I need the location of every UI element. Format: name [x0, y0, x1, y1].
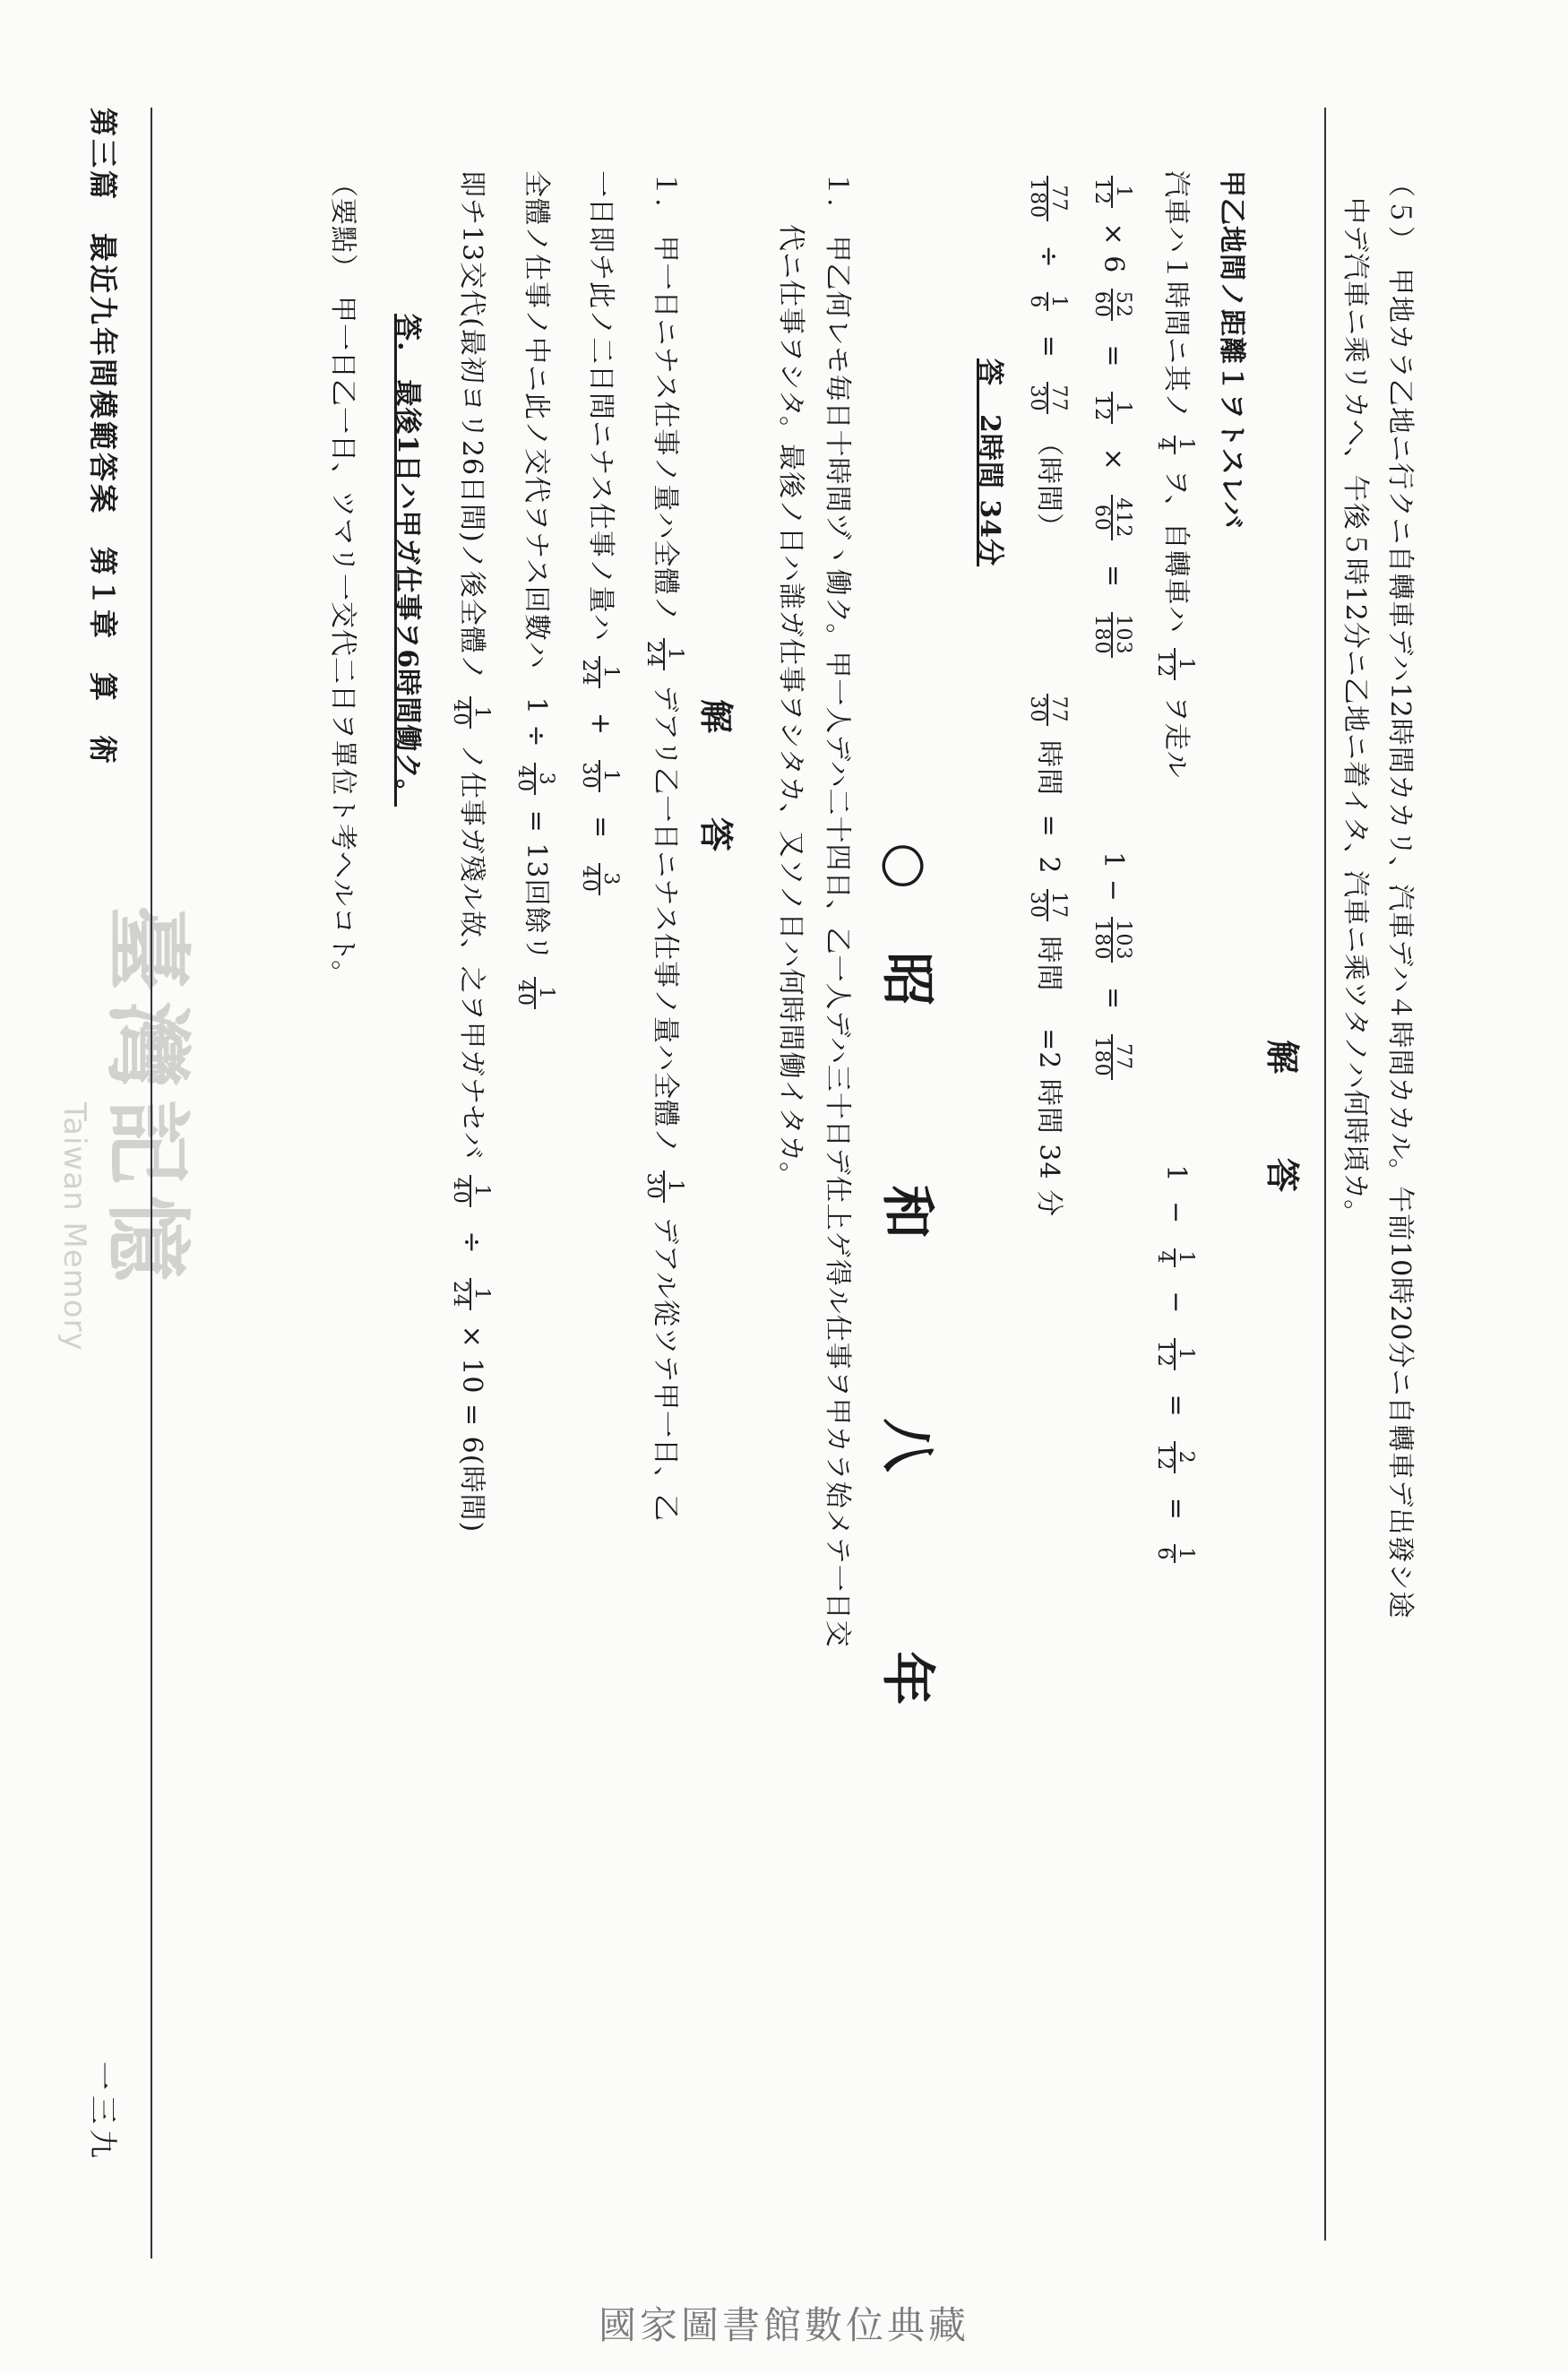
rotated-page [18, 108, 1452, 2258]
numerator: 103 [1111, 917, 1133, 963]
text: 全體ノ仕事ノ中ニ此ノ交代ヲナス回數ハ 1 ÷ [521, 170, 552, 748]
denominator: 12 [1153, 1340, 1176, 1368]
text: 汽車ハ１時間ニ其ノ [1160, 170, 1192, 420]
fraction [1091, 289, 1133, 321]
text: １. 甲一日ニナス仕事ノ量ハ全體ノ [650, 170, 681, 624]
denominator: 180 [1090, 614, 1113, 655]
denominator: 24 [642, 640, 665, 668]
question-1-line-1: １. 甲乙何レモ毎日十時間ヅヽ働ク。甲一人デハ二十四日、乙一人デハ三十日デ仕上ゲ得ル仕事ヲ甲カラ始メテ一日交 [822, 170, 853, 1648]
numerator: 2 [1174, 1441, 1195, 1473]
fraction [514, 977, 556, 1009]
denominator: 180 [1026, 178, 1048, 219]
fraction [579, 863, 620, 895]
operator: = [1098, 564, 1129, 589]
denominator: 30 [1026, 384, 1048, 412]
denominator: 12 [1090, 394, 1113, 422]
fraction [1091, 392, 1133, 424]
watermark-cjk: 臺灣記憶 [97, 905, 198, 1292]
solution-1-line-3 [514, 170, 556, 1015]
fraction [450, 696, 491, 729]
numerator: 1 [1174, 436, 1195, 454]
solution-1-line-4 [450, 170, 491, 1533]
fraction [1027, 889, 1068, 921]
fraction [1027, 292, 1068, 311]
numerator: 1 [1174, 1248, 1195, 1267]
fraction [1154, 648, 1195, 680]
operator: = [1098, 986, 1129, 1011]
numerator: 77 [1047, 694, 1068, 726]
denominator: 4 [1153, 1250, 1176, 1265]
denominator: 4 [1153, 437, 1176, 452]
fraction [1027, 694, 1068, 726]
denominator: 30 [1026, 891, 1048, 919]
denominator: 6 [1153, 1547, 1176, 1561]
numerator: 412 [1111, 495, 1133, 540]
denominator: 60 [1090, 290, 1113, 318]
numerator: 1 [1174, 1338, 1195, 1370]
denominator: 40 [513, 765, 536, 793]
text: × 6 [1098, 222, 1129, 274]
numerator: 1 [470, 1278, 491, 1310]
denominator: 12 [1153, 1444, 1176, 1472]
numerator: 3 [599, 863, 620, 895]
text: 時間 [1033, 740, 1064, 797]
operator: = [1033, 334, 1064, 358]
operator: = [1160, 1497, 1192, 1521]
fraction [450, 1175, 491, 1207]
fraction [1027, 176, 1068, 221]
solution-5-line-4 [1027, 170, 1068, 1217]
fraction [1091, 1034, 1133, 1080]
rule-top [1324, 108, 1326, 2241]
archive-footer: 國家圖書館數位典藏 [598, 2303, 969, 2347]
denominator: 40 [449, 699, 471, 727]
fraction [1091, 495, 1133, 540]
numerator: 52 [1111, 289, 1133, 321]
denominator: 24 [578, 659, 600, 687]
fraction [1091, 612, 1133, 658]
key-point-note: （要點） 甲一日乙一日、ツマリ一交代二日ヲ單位ト考ヘルコト。 [327, 170, 358, 989]
operator: ÷ [456, 1231, 487, 1255]
numerator: 1 [663, 1170, 685, 1203]
numerator: 1 [534, 977, 556, 1009]
operator: − [1160, 1200, 1192, 1225]
fraction [1091, 176, 1133, 208]
solution-5-line-3 [1091, 170, 1133, 1085]
fraction [579, 760, 620, 792]
text: デアル從ツテ甲一日、乙 [650, 1217, 681, 1522]
text: =2 時間 34 分 [1033, 1028, 1064, 1218]
operator: = [585, 816, 616, 840]
denominator: 24 [449, 1281, 471, 1308]
text: 即チ13交代(最初ヨリ26日間)ノ後全體ノ [456, 170, 487, 682]
numerator: 1 [470, 1175, 491, 1207]
operator: = [1033, 814, 1064, 838]
denominator: 60 [1090, 504, 1113, 531]
problem-5-line-1: （５） 甲地カラ乙地ニ行クニ自轉車デハ12時間カカリ、汽車デハ４時間カカル。午前10時20分ニ自轉車デ出發シ途 [1384, 170, 1416, 1619]
solution-5-line-1: 甲乙地間ノ距離１ヲトスレバ [1216, 170, 1247, 530]
numerator: 1 [1174, 648, 1195, 680]
text: = 13回餘リ [521, 809, 552, 963]
text: 一日即チ此ノ二日間ニナス仕事ノ量ハ [585, 170, 616, 642]
numerator: 77 [1111, 1034, 1133, 1080]
fraction [1154, 1248, 1195, 1267]
text: 1 − [1098, 851, 1129, 902]
operator: = [1160, 1394, 1192, 1418]
operator: ÷ [1033, 245, 1064, 269]
numerator: 1 [1174, 1544, 1195, 1563]
fraction [643, 1170, 685, 1203]
fraction [1091, 917, 1133, 963]
numerator: 1 [599, 760, 620, 792]
text: × 10 = 6(時間) [456, 1325, 487, 1533]
text: ヲ、自轉車ハ [1160, 469, 1192, 634]
numerator: 1 [1111, 392, 1133, 424]
numerator: 1 [599, 656, 620, 688]
denominator: 180 [1090, 1036, 1113, 1077]
text: デアリ乙一日ニナス仕事ノ量ハ全體ノ [650, 685, 681, 1156]
denominator: 12 [1153, 651, 1176, 678]
denominator: 12 [1090, 178, 1113, 205]
watermark [56, 905, 215, 1352]
denominator: 30 [642, 1172, 665, 1200]
operator: + [585, 712, 616, 737]
denominator: 40 [449, 1177, 471, 1205]
solution-heading: 解 答 [1262, 1040, 1303, 1218]
text: ノ仕事ガ殘ル故、之ヲ甲ガナセバ [456, 743, 487, 1161]
fraction [1154, 1338, 1195, 1370]
numerator: 103 [1111, 612, 1133, 658]
numerator: 1 [663, 638, 685, 670]
question-1-line-2: 代ニ仕事ヲシタ。最後ノ日ハ誰ガ仕事ヲシタカ、又ソノ日ハ何時間働イタカ。 [775, 224, 806, 1190]
text: 時間 [1033, 936, 1064, 992]
watermark-latin: Taiwan Memory [56, 1102, 92, 1352]
fraction [1154, 1441, 1195, 1473]
numerator: 3 [534, 763, 556, 795]
denominator: 40 [513, 980, 536, 1007]
answer-5: 答 2時間 34分 [974, 358, 1005, 567]
fraction [1027, 382, 1068, 414]
operator: = [1098, 344, 1129, 368]
fraction [643, 638, 685, 670]
text: （時間） [1033, 429, 1064, 541]
operator: × [1098, 447, 1129, 471]
text: ヲ走ル [1160, 695, 1192, 779]
rule-bottom [151, 108, 152, 2258]
operator: − [1160, 1291, 1192, 1315]
denominator: 30 [1026, 695, 1048, 723]
problem-5-line-2: 中デ汽車ニ乘リカヘ、午後５時12分ニ乙地ニ着イタ、汽車ニ乘ツタノハ何時頃カ。 [1340, 197, 1371, 1228]
one: 1 [1160, 1164, 1192, 1183]
fraction [1154, 436, 1195, 454]
page-number: 一三九 [86, 2061, 120, 2164]
numerator: 1 [470, 696, 491, 729]
denominator: 180 [1090, 920, 1113, 961]
denominator: 40 [578, 865, 600, 893]
denominator: 30 [578, 762, 600, 790]
solution-1-line-2 [579, 170, 620, 901]
numerator: 1 [1047, 292, 1068, 311]
answer-1: 答. 最後1日ハ甲ガ仕事ヲ6時間働ク。 [392, 314, 423, 807]
numerator: 77 [1047, 382, 1068, 414]
solution-1-line-1 [643, 170, 685, 1522]
text: 2 [1033, 856, 1064, 875]
numerator: 1 [1111, 176, 1133, 208]
solution-5-line-2 [1154, 170, 1195, 1568]
numerator: 77 [1047, 176, 1068, 221]
fraction [450, 1278, 491, 1310]
denominator: 6 [1026, 295, 1048, 309]
fraction [579, 656, 620, 688]
running-head: 第三篇 最近九年間模範答案 第１章 算 術 [86, 108, 120, 767]
section-title: ○昭 和 八 年 [875, 842, 938, 1768]
fraction [1154, 1544, 1195, 1563]
fraction [514, 763, 556, 795]
numerator: 17 [1047, 889, 1068, 921]
solution-heading: 解 答 [696, 699, 737, 877]
